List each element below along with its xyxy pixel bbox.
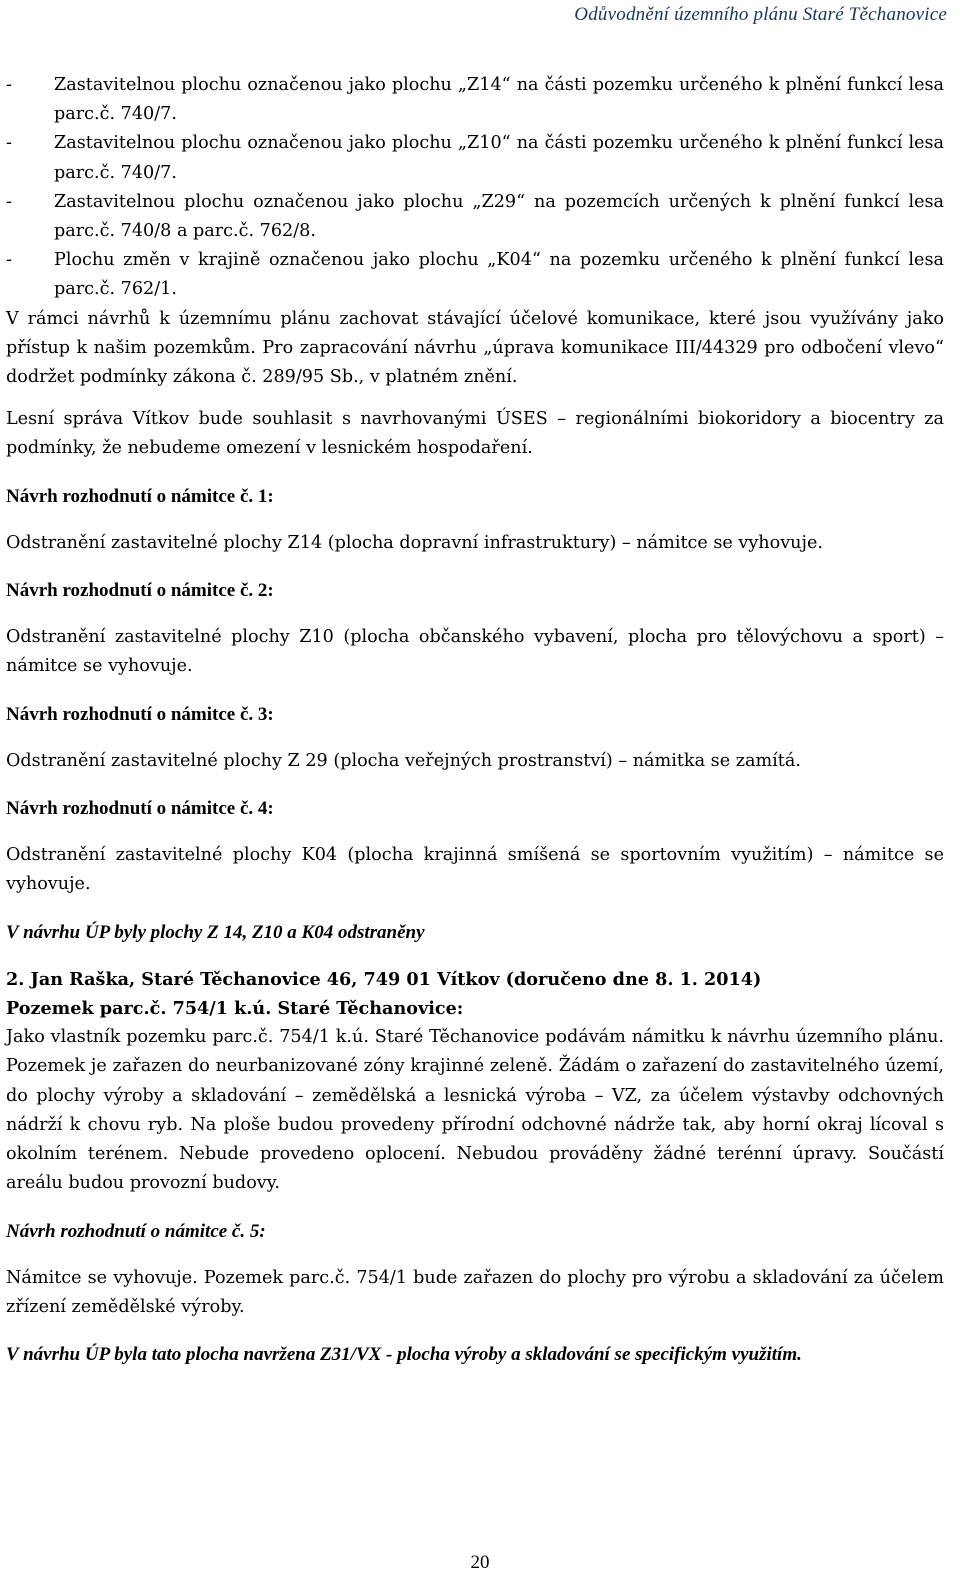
conclusion-1: V návrhu ÚP byly plochy Z 14, Z10 a K04 odstraněny (6, 921, 425, 943)
decision-heading-1: Návrh rozhodnutí o námitce č. 1: (6, 485, 274, 507)
decision-text-1: Odstranění zastavitelné plochy Z14 (plocha dopravní infrastruktury) – námitce se vyhovuje. (6, 532, 823, 553)
decision-heading-3: Návrh rozhodnutí o námitce č. 3: (6, 703, 274, 725)
conclusion-2: V návrhu ÚP byla tato plocha navržena Z31/VX - plocha výroby a skladování se specifickým využitím. (6, 1344, 802, 1366)
list-item (6, 188, 944, 246)
list-dash: - (6, 250, 12, 271)
objection-2-parcel: Pozemek parc.č. 754/1 k.ú. Staré Těchanovice: (6, 998, 464, 1020)
paragraph-forestry: Lesní správa Vítkov bude souhlasit s navrhovanými ÚSES – regionálními biokoridory a biocentry za podmínky, že nebudeme omezení v lesnickém hospodaření. (6, 409, 944, 459)
decision-text-5: Námitce se vyhovuje. Pozemek parc.č. 754/1 bude zařazen do plochy pro výrobu a skladování za účelem zřízení zemědělské výroby. (6, 1267, 944, 1317)
decision-heading-2: Návrh rozhodnutí o námitce č. 2: (6, 580, 274, 602)
decision-text-4: Odstranění zastavitelné plochy K04 (plocha krajinná smíšená se sportovním využitím) – námitce se vyhovuje. (6, 845, 944, 895)
decision-text-3: Odstranění zastavitelné plochy Z 29 (plocha veřejných prostranství) – námitka se zamítá. (6, 750, 801, 771)
list-item-text: Zastavitelnou plochu označenou jako plochu „Z29“ na pozemcích určených k plnění funkcí lesa parc.č. 740/8 a parc.č. 762/8. (54, 191, 944, 242)
list-item (6, 246, 944, 304)
decision-heading-4: Návrh rozhodnutí o námitce č. 4: (6, 798, 274, 820)
paragraph-communications: V rámci návrhů k územnímu plánu zachovat stávající účelové komunikace, které jsou využívány jako přístup k našim pozemkům. Pro zapracování návrhu „úprava komunikace III/44329 pro odbočení vlevo“ dodržet podmínky zákona č. 289/95 Sb., v platném znění. (6, 308, 944, 388)
objection-2-text: Jako vlastník pozemku parc.č. 754/1 k.ú. Staré Těchanovice podávám námitku k návrhu územního plánu. Pozemek je zařazen do neurbanizované zóny krajinné zeleně. Žádám o zařazení do zastavitelného území, do plochy výroby a skladování – zemědělská a lesnická výroba – VZ, za účelem výstavby odchovných nádrží k chovu ryb. Na ploše budou provedeny přírodní odchovné nádrže tak, aby horní okraj lícoval s okolním terénem. Nebude provedeno oplocení. Nebudou prováděny žádné terénní úpravy. Součástí areálu budou provozní budovy. (6, 1027, 944, 1194)
document-body (6, 71, 944, 1369)
page-number: 20 (470, 1552, 490, 1573)
objection-2-title: 2. Jan Raška, Staré Těchanovice 46, 749 01 Vítkov (doručeno dne 8. 1. 2014) (6, 968, 762, 990)
list-dash: - (6, 133, 12, 154)
list-dash: - (6, 75, 12, 95)
decision-text-2: Odstranění zastavitelné plochy Z10 (plocha občanského vybavení, plocha pro tělovýchovu a sport) – námitce se vyhovuje. (6, 627, 944, 677)
list-dash: - (6, 191, 12, 212)
list-item-text: Plochu změn v krajině označenou jako plochu „K04“ na pozemku určeného k plnění funkcí lesa parc.č. 762/1. (54, 250, 944, 300)
running-header: Odůvodnění územního plánu Staré Těchanovice (574, 4, 947, 25)
list-item-text: Zastavitelnou plochu označenou jako plochu „Z14“ na části pozemku určeného k plnění funkcí lesa parc.č. 740/7. (54, 75, 944, 125)
list-item-text: Zastavitelnou plochu označenou jako plochu „Z10“ na části pozemku určeného k plnění funkcí lesa parc.č. 740/7. (54, 133, 944, 183)
list-item (6, 129, 944, 187)
list-item (6, 71, 944, 129)
decision-heading-5: Návrh rozhodnutí o námitce č. 5: (6, 1220, 266, 1242)
